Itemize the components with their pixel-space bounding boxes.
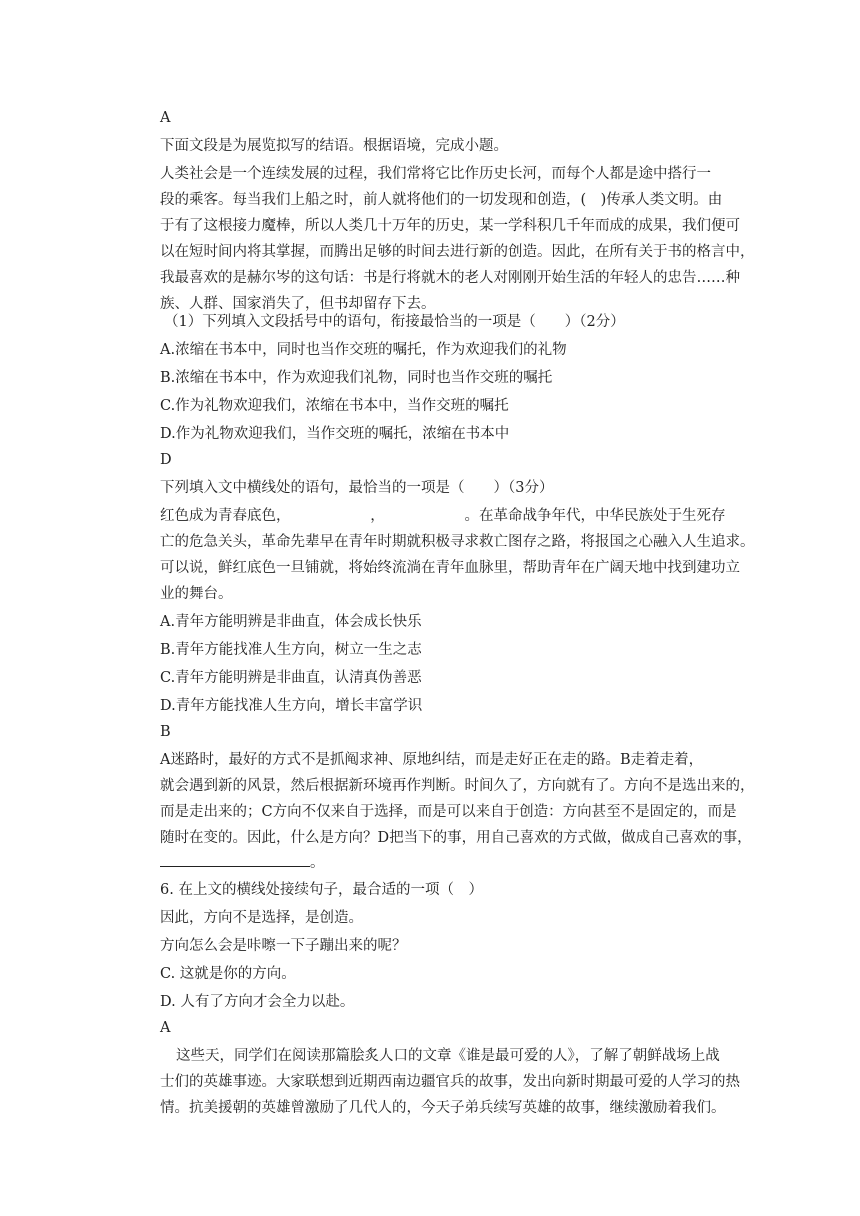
option-line: C. 这就是你的方向。: [160, 966, 296, 982]
option-line: C.青年方能明辨是非曲直，认清真伪善恶: [160, 670, 422, 686]
passage-line: 亡的危急关头，革命先辈早在青年时期就积极寻求救亡图存之路，将报国之心融入人生追求。: [160, 534, 755, 550]
passage-line: 可以说，鲜红底色一旦铺就，将始终流淌在青年血脉里，帮助青年在广阔天地中找到建功立: [160, 560, 740, 576]
option-line: 因此，方向不是选择，是创造。: [160, 910, 363, 926]
option-line: B.青年方能找准人生方向，树立一生之志: [160, 642, 422, 658]
blank-period: 。: [310, 855, 325, 871]
passage-line: A迷路时，最好的方式不是抓阄求神、原地纠结，而是走好正在走的路。B走着走着，: [160, 752, 704, 768]
answer-line: A: [160, 110, 171, 126]
instruction-line: 下面文段是为展览拟写的结语。根据语境，完成小题。: [160, 138, 508, 154]
answer-line: A: [160, 1020, 171, 1036]
answer-line: B: [160, 724, 171, 740]
passage-line: 以在短时间内将其掌握，而腾出足够的时间去进行新的创造。因此，在所有关于书的格言中，: [160, 244, 755, 260]
passage-line: 而是走出来的；C方向不仅来自于选择，而是可以来自于创造：方向甚至不是固定的，而是: [160, 804, 737, 820]
option-line: 方向怎么会是咔嚓一下子蹦出来的呢？: [160, 938, 407, 954]
passage-line: 这些天，同学们在阅读那篇脍炙人口的文章《谁是最可爱的人》，了解了朝鲜战场上战: [176, 1048, 720, 1064]
option-line: B.浓缩在书本中，作为欢迎我们礼物，同时也当作交班的嘱托: [160, 370, 553, 386]
passage-line: 就会遇到新的风景，然后根据新环境再作判断。时间久了，方向就有了。方向不是选出来的，: [160, 778, 755, 794]
option-line: A.青年方能明辨是非曲直，体会成长快乐: [160, 614, 422, 630]
question-line: 6. 在上文的横线处接续句子，最合适的一项（ ）: [160, 882, 483, 898]
passage-line: 随时在变的。因此，什么是方向？D把当下的事，用自己喜欢的方式做，做成自己喜欢的事，: [160, 830, 752, 846]
option-line: D.作为礼物欢迎我们，当作交班的嘱托，浓缩在书本中: [160, 426, 510, 442]
passage-line: 业的舞台。: [160, 586, 233, 602]
passage-line: 我最喜欢的是赫尔岑的这句话：书是行将就木的老人对刚刚开始生活的年轻人的忠告……种: [160, 270, 740, 286]
passage-line: 红色成为青春底色， ， 。在革命战争年代，中华民族处于生死存: [160, 508, 726, 524]
passage-line: 段的乘客。每当我们上船之时，前人就将他们的一切发现和创造，( )传承人类文明。由: [160, 192, 723, 208]
question-line: （1）下列填入文段括号中的语句，衔接最恰当的一项是（ ）（2分）: [164, 314, 625, 330]
passage-line: 族、人群、国家消失了，但书却留存下去。: [160, 296, 436, 312]
option-line: A.浓缩在书本中，同时也当作交班的嘱托，作为欢迎我们的礼物: [160, 342, 567, 358]
option-line: C.作为礼物欢迎我们，浓缩在书本中，当作交班的嘱托: [160, 398, 509, 414]
answer-line: D: [160, 452, 172, 468]
passage-line: 士们的英雄事迹。大家联想到近期西南边疆官兵的故事，发出向新时期最可爱的人学习的热: [160, 1074, 740, 1090]
fill-in-blank: [160, 852, 310, 867]
blank-line: [160, 852, 325, 873]
passage-line: 人类社会是一个连续发展的过程，我们常将它比作历史长河，而每个人都是途中搭行一: [160, 166, 711, 182]
question-line: 下列填入文中横线处的语句，最恰当的一项是（ ）（3分）: [160, 480, 554, 496]
option-line: D.青年方能找准人生方向，增长丰富学识: [160, 698, 423, 714]
passage-line: 于有了这根接力魔棒，所以人类几十万年的历史，某一学科积几千年而成的成果，我们便可: [160, 218, 740, 234]
passage-line: 情。抗美援朝的英雄曾激励了几代人的，今天子弟兵续写英雄的故事，继续激励着我们。: [160, 1100, 726, 1116]
option-line: D. 人有了方向才会全力以赴。: [160, 994, 355, 1010]
